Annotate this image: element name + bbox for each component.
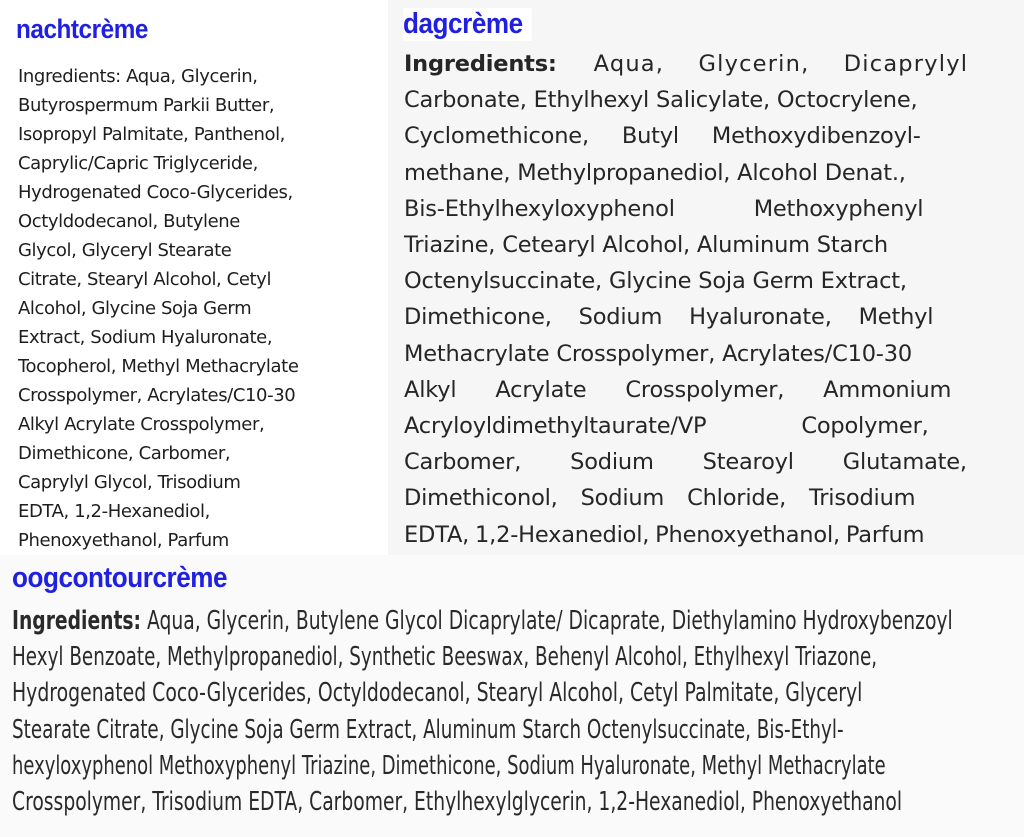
ingredient-line: Extract, Sodium Hyaluronate, <box>18 327 273 348</box>
ingredient-line: EDTA, 1,2-Hexanediol, Phenoxyethanol, Parfum <box>404 521 925 548</box>
ingredient-line: Glycol, Glyceryl Stearate <box>18 240 232 261</box>
ingredient-line-first <box>404 46 1008 82</box>
ingredient-line: Alkyl Acrylate Crosspolymer, <box>18 414 265 435</box>
ingredient-text: Aqua, Glycerin, Butylene Glycol Dicaprylate/ Dicaprate, Diethylamino Hydroxybenzoyl <box>147 606 953 636</box>
ingredient-line: Methacrylate Crosspolymer, Acrylates/C10-30 <box>404 340 912 367</box>
ingredient-line: Isopropyl Palmitate, Panthenol, <box>18 124 285 145</box>
night-cream-heading: nachtcrème <box>16 14 148 44</box>
ingredient-line: Acryloyldimethyltaurate/VP Copolymer, <box>404 413 929 439</box>
ingredient-line: Triazine, Cetearyl Alcohol, Aluminum Starch <box>404 232 888 258</box>
ingredient-line: Alkyl Acrylate Crosspolymer, Ammonium <box>404 376 952 403</box>
ingredient-line: hexyloxyphenol Methoxyphenyl Triazine, Dimethicone, Sodium Hyaluronate, Methyl Methacrylate <box>12 750 886 781</box>
ingredient-line: Dimethicone, Sodium Hyaluronate, Methyl <box>404 304 934 331</box>
ingredients-label: Ingredients: <box>404 51 557 77</box>
night-cream-panel <box>0 0 340 555</box>
ingredient-line: Octenylsuccinate, Glycine Soja Germ Extract, <box>404 268 907 295</box>
ingredient-line: Carbomer, Sodium Stearoyl Glutamate, <box>404 449 967 476</box>
ingredient-line-first <box>12 603 953 639</box>
ingredient-line: Carbonate, Ethylhexyl Salicylate, Octocrylene, <box>404 87 918 114</box>
day-cream-heading: dagcrème <box>403 8 532 41</box>
ingredient-line: Butyrospermum Parkii Butter, <box>18 95 275 116</box>
ingredient-line: Alcohol, Glycine Soja Germ <box>18 298 252 319</box>
ingredient-line: Hydrogenated Coco-Glycerides, <box>18 182 293 203</box>
ingredient-line: Bis-Ethylhexyloxyphenol Methoxyphenyl <box>404 195 924 222</box>
ingredient-line: Phenoxyethanol, Parfum <box>18 530 229 551</box>
eye-cream-heading: oogcontourcrème <box>12 562 228 594</box>
ingredient-line: Dimethicone, Carbomer, <box>18 443 231 464</box>
ingredients-label: Ingredients: <box>12 606 142 636</box>
eye-cream-panel <box>0 555 1024 837</box>
ingredient-line: Crosspolymer, Acrylates/C10-30 <box>18 385 296 406</box>
ingredient-line: Tocopherol, Methyl Methacrylate <box>18 356 299 377</box>
day-cream-panel <box>388 0 1024 555</box>
ingredient-line: Cyclomethicone, Butyl Methoxydibenzoyl- <box>404 123 921 150</box>
ingredient-line: Stearate Citrate, Glycine Soja Germ Extract, Aluminum Starch Octenylsuccinate, Bis-Ethyl- <box>12 714 844 745</box>
ingredient-line: Dimethiconol, Sodium Chloride, Trisodium <box>404 485 916 512</box>
ingredient-line: Caprylic/Capric Triglyceride, <box>18 153 258 174</box>
ingredient-line: EDTA, 1,2-Hexanediol, <box>18 501 210 522</box>
ingredient-line: Citrate, Stearyl Alcohol, Cetyl <box>18 269 272 290</box>
ingredient-text: Aqua, Glycerin, Dicaprylyl <box>593 51 969 77</box>
ingredient-line: Hexyl Benzoate, Methylpropanediol, Synthetic Beeswax, Behenyl Alcohol, Ethylhexyl Triazone, <box>12 642 878 673</box>
ingredient-line: Crosspolymer, Trisodium EDTA, Carbomer, Ethylhexylglycerin, 1,2-Hexanediol, Phenoxyethanol <box>12 787 903 817</box>
ingredient-line: Hydrogenated Coco-Glycerides, Octyldodecanol, Stearyl Alcohol, Cetyl Palmitate, Glyceryl <box>12 678 863 709</box>
ingredient-line: Octyldodecanol, Butylene <box>18 211 240 232</box>
ingredient-line: Caprylyl Glycol, Trisodium <box>18 472 241 493</box>
ingredient-line: Ingredients: Aqua, Glycerin, <box>18 66 258 87</box>
ingredient-line: methane, Methylpropanediol, Alcohol Denat., <box>404 159 906 186</box>
